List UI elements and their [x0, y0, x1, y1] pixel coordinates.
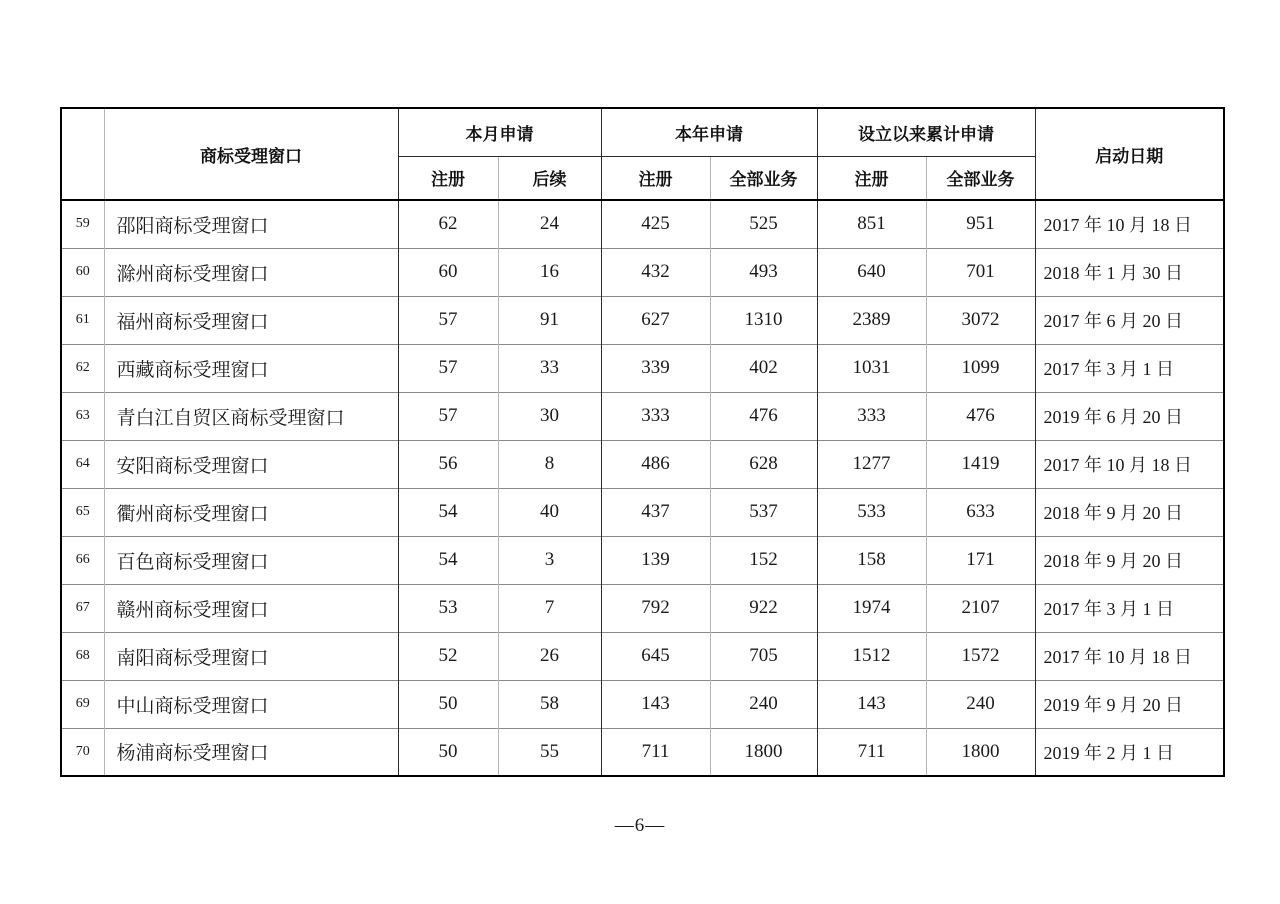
month-register-cell: 60	[398, 248, 498, 296]
year-all-business-cell: 1310	[710, 296, 817, 344]
month-follow-up-cell: 30	[498, 392, 601, 440]
launch-date-cell: 2019 年 2 月 1 日	[1035, 728, 1224, 776]
month-register-cell: 57	[398, 296, 498, 344]
row-number-cell: 64	[61, 440, 104, 488]
year-register-cell: 333	[601, 392, 710, 440]
page-number: —6—	[614, 815, 666, 836]
month-follow-up-cell: 55	[498, 728, 601, 776]
year-all-business-subheader: 全部业务	[710, 156, 817, 200]
launch-date-cell: 2019 年 9 月 20 日	[1035, 680, 1224, 728]
table-header	[61, 108, 1224, 200]
month-follow-up-cell: 3	[498, 536, 601, 584]
year-applications-group-header: 本年申请	[601, 108, 817, 156]
launch-date-cell: 2017 年 6 月 20 日	[1035, 296, 1224, 344]
row-number-cell: 62	[61, 344, 104, 392]
table-row	[61, 296, 1224, 344]
year-register-cell: 792	[601, 584, 710, 632]
row-number-cell: 67	[61, 584, 104, 632]
month-register-cell: 62	[398, 200, 498, 248]
cumulative-all-business-cell: 633	[926, 488, 1035, 536]
window-name-cell: 安阳商标受理窗口	[104, 440, 398, 488]
year-all-business-cell: 476	[710, 392, 817, 440]
launch-date-cell: 2017 年 3 月 1 日	[1035, 344, 1224, 392]
window-name-cell: 衢州商标受理窗口	[104, 488, 398, 536]
year-register-cell: 627	[601, 296, 710, 344]
table-row	[61, 392, 1224, 440]
cumulative-all-business-cell: 240	[926, 680, 1035, 728]
year-all-business-cell: 922	[710, 584, 817, 632]
cumulative-all-business-cell: 3072	[926, 296, 1035, 344]
cumulative-all-business-cell: 2107	[926, 584, 1035, 632]
cumulative-all-business-cell: 1800	[926, 728, 1035, 776]
row-number-cell: 65	[61, 488, 104, 536]
month-applications-group-header: 本月申请	[398, 108, 601, 156]
year-register-cell: 486	[601, 440, 710, 488]
row-number-cell: 70	[61, 728, 104, 776]
month-register-cell: 52	[398, 632, 498, 680]
year-all-business-cell: 240	[710, 680, 817, 728]
launch-date-cell: 2018 年 1 月 30 日	[1035, 248, 1224, 296]
year-register-cell: 143	[601, 680, 710, 728]
year-register-cell: 645	[601, 632, 710, 680]
cumulative-register-cell: 1974	[817, 584, 926, 632]
year-register-cell: 425	[601, 200, 710, 248]
row-number-header	[61, 108, 104, 200]
window-name-cell: 青白江自贸区商标受理窗口	[104, 392, 398, 440]
month-register-cell: 57	[398, 344, 498, 392]
cumulative-register-cell: 1031	[817, 344, 926, 392]
month-register-cell: 53	[398, 584, 498, 632]
window-name-cell: 杨浦商标受理窗口	[104, 728, 398, 776]
row-number-cell: 60	[61, 248, 104, 296]
cumulative-register-cell: 143	[817, 680, 926, 728]
window-name-cell: 邵阳商标受理窗口	[104, 200, 398, 248]
cumulative-register-cell: 1512	[817, 632, 926, 680]
month-register-cell: 50	[398, 680, 498, 728]
table-row	[61, 440, 1224, 488]
year-register-cell: 339	[601, 344, 710, 392]
window-name-cell: 赣州商标受理窗口	[104, 584, 398, 632]
cumulative-register-subheader: 注册	[817, 156, 926, 200]
cumulative-all-business-cell: 1572	[926, 632, 1035, 680]
year-register-cell: 139	[601, 536, 710, 584]
launch-date-cell: 2017 年 10 月 18 日	[1035, 632, 1224, 680]
month-follow-up-cell: 16	[498, 248, 601, 296]
table-row	[61, 488, 1224, 536]
table-row	[61, 632, 1224, 680]
month-follow-up-cell: 40	[498, 488, 601, 536]
window-name-cell: 福州商标受理窗口	[104, 296, 398, 344]
year-register-subheader: 注册	[601, 156, 710, 200]
month-register-cell: 56	[398, 440, 498, 488]
table-row	[61, 536, 1224, 584]
year-all-business-cell: 705	[710, 632, 817, 680]
year-all-business-cell: 493	[710, 248, 817, 296]
year-register-cell: 711	[601, 728, 710, 776]
window-name-cell: 百色商标受理窗口	[104, 536, 398, 584]
year-all-business-cell: 628	[710, 440, 817, 488]
cumulative-register-cell: 711	[817, 728, 926, 776]
month-register-cell: 54	[398, 536, 498, 584]
launch-date-header: 启动日期	[1035, 108, 1224, 200]
cumulative-register-cell: 851	[817, 200, 926, 248]
year-all-business-cell: 1800	[710, 728, 817, 776]
month-follow-up-cell: 26	[498, 632, 601, 680]
window-name-cell: 南阳商标受理窗口	[104, 632, 398, 680]
month-register-cell: 57	[398, 392, 498, 440]
year-all-business-cell: 152	[710, 536, 817, 584]
cumulative-all-business-cell: 701	[926, 248, 1035, 296]
cumulative-all-business-subheader: 全部业务	[926, 156, 1035, 200]
cumulative-all-business-cell: 476	[926, 392, 1035, 440]
row-number-cell: 61	[61, 296, 104, 344]
launch-date-cell: 2017 年 10 月 18 日	[1035, 200, 1224, 248]
cumulative-register-cell: 333	[817, 392, 926, 440]
trademark-window-table	[60, 107, 1225, 777]
year-register-cell: 432	[601, 248, 710, 296]
cumulative-all-business-cell: 1099	[926, 344, 1035, 392]
cumulative-register-cell: 533	[817, 488, 926, 536]
launch-date-cell: 2018 年 9 月 20 日	[1035, 488, 1224, 536]
window-name-cell: 西藏商标受理窗口	[104, 344, 398, 392]
row-number-cell: 66	[61, 536, 104, 584]
launch-date-cell: 2017 年 3 月 1 日	[1035, 584, 1224, 632]
window-name-header: 商标受理窗口	[104, 108, 398, 200]
launch-date-cell: 2019 年 6 月 20 日	[1035, 392, 1224, 440]
month-register-cell: 50	[398, 728, 498, 776]
year-all-business-cell: 537	[710, 488, 817, 536]
table-row	[61, 584, 1224, 632]
month-follow-up-cell: 24	[498, 200, 601, 248]
table-row	[61, 680, 1224, 728]
cumulative-all-business-cell: 951	[926, 200, 1035, 248]
cumulative-register-cell: 640	[817, 248, 926, 296]
window-name-cell: 中山商标受理窗口	[104, 680, 398, 728]
year-register-cell: 437	[601, 488, 710, 536]
table-row	[61, 200, 1224, 248]
cumulative-all-business-cell: 1419	[926, 440, 1035, 488]
cumulative-register-cell: 158	[817, 536, 926, 584]
year-all-business-cell: 525	[710, 200, 817, 248]
table-body	[61, 200, 1224, 776]
row-number-cell: 59	[61, 200, 104, 248]
cumulative-applications-group-header: 设立以来累计申请	[817, 108, 1035, 156]
table-row	[61, 728, 1224, 776]
month-follow-up-cell: 8	[498, 440, 601, 488]
row-number-cell: 68	[61, 632, 104, 680]
table-row	[61, 248, 1224, 296]
cumulative-register-cell: 1277	[817, 440, 926, 488]
window-name-cell: 滁州商标受理窗口	[104, 248, 398, 296]
table-row	[61, 344, 1224, 392]
month-follow-up-cell: 33	[498, 344, 601, 392]
month-follow-up-subheader: 后续	[498, 156, 601, 200]
month-follow-up-cell: 58	[498, 680, 601, 728]
month-follow-up-cell: 7	[498, 584, 601, 632]
month-register-subheader: 注册	[398, 156, 498, 200]
launch-date-cell: 2017 年 10 月 18 日	[1035, 440, 1224, 488]
row-number-cell: 63	[61, 392, 104, 440]
year-all-business-cell: 402	[710, 344, 817, 392]
launch-date-cell: 2018 年 9 月 20 日	[1035, 536, 1224, 584]
cumulative-all-business-cell: 171	[926, 536, 1035, 584]
cumulative-register-cell: 2389	[817, 296, 926, 344]
month-follow-up-cell: 91	[498, 296, 601, 344]
month-register-cell: 54	[398, 488, 498, 536]
header-group-row	[61, 108, 1224, 156]
row-number-cell: 69	[61, 680, 104, 728]
